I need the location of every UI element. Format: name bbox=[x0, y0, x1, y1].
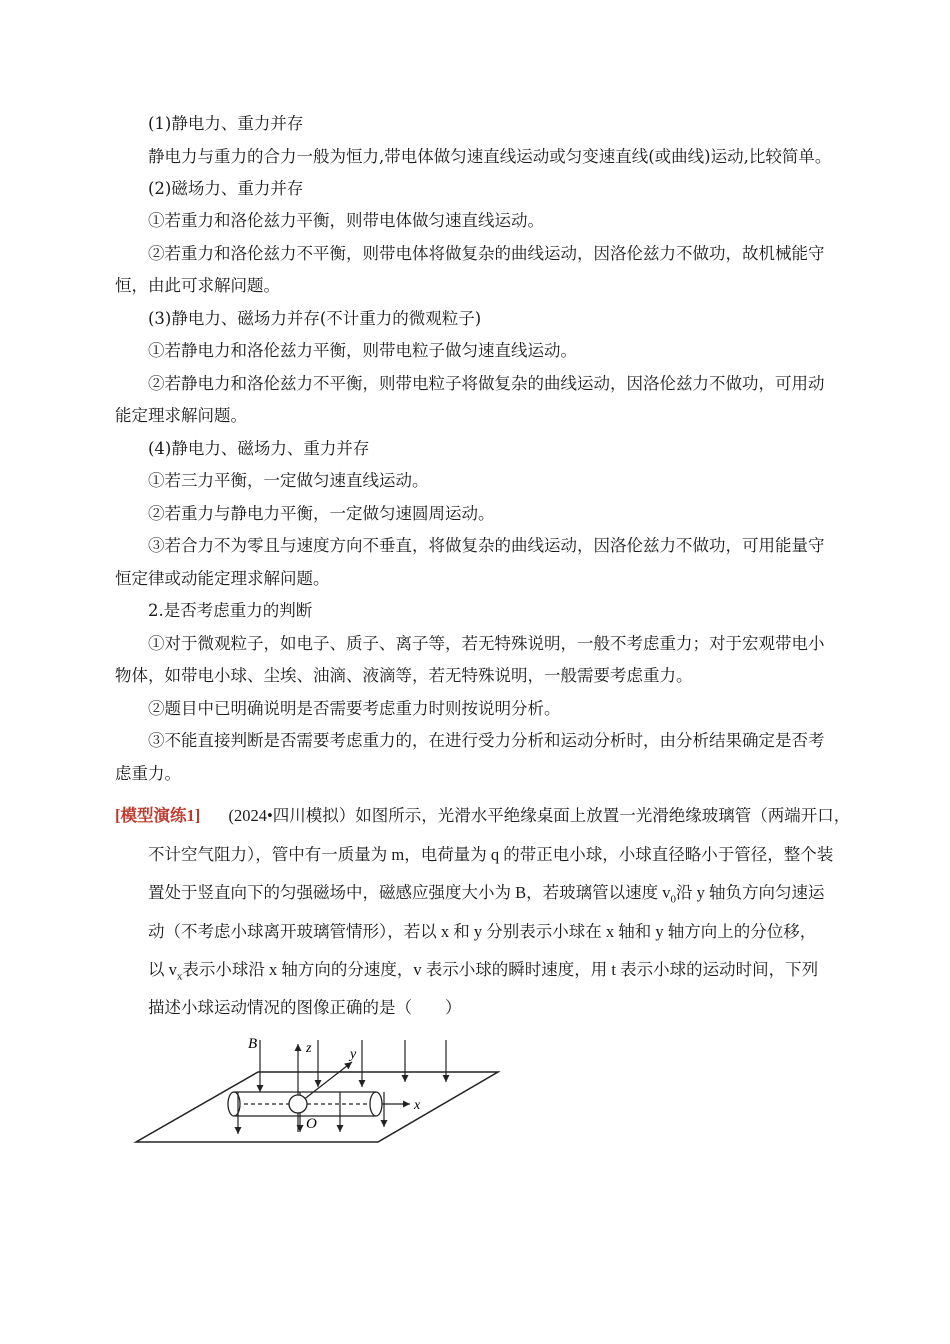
exercise-text-3-end: 沿 y 轴负方向匀速运 bbox=[676, 883, 825, 902]
section1-paragraph-2a: ①若重力和洛伦兹力平衡，则带电体做匀速直线运动。 bbox=[148, 211, 544, 230]
exercise-line-6: 描述小球运动情况的图像正确的是（ ） bbox=[148, 998, 462, 1017]
section1-paragraph-3b-line2: 能定理求解问题。 bbox=[115, 406, 247, 425]
exercise-text-3: 置处于竖直向下的匀强磁场中，磁感应强度大小为 B，若玻璃管以速度 v bbox=[148, 883, 671, 902]
label-B: B bbox=[248, 1036, 258, 1052]
exercise-sub-vx: x bbox=[176, 970, 183, 983]
section1-paragraph-4c-line2: 恒定律或动能定理求解问题。 bbox=[115, 569, 330, 588]
exercise-sub-v0: 0 bbox=[670, 893, 677, 906]
section1-paragraph-4b: ②若重力与静电力平衡，一定做匀速圆周运动。 bbox=[148, 504, 495, 523]
section2-paragraph-1-line1: ①对于微观粒子，如电子、质子、离子等，若无特殊说明，一般不考虑重力；对于宏观带电小 bbox=[148, 634, 825, 653]
exercise-tag: [模型演练1] bbox=[115, 806, 201, 825]
section1-heading-1: (1)静电力、重力并存 bbox=[148, 114, 304, 133]
label-O: O bbox=[306, 1116, 317, 1132]
exercise-line-3 bbox=[148, 882, 825, 910]
section1-paragraph-2b-line1: ②若重力和洛伦兹力不平衡，则带电体将做复杂的曲线运动，因洛伦兹力不做功，故机械能守 bbox=[148, 244, 825, 263]
section1-heading-2: (2)磁场力、重力并存 bbox=[148, 179, 304, 198]
exercise-line-4: 动（不考虑小球离开玻璃管情形），若以 x 和 y 分别表示小球在 x 轴和 y 轴方向上的分位移， bbox=[148, 922, 817, 941]
section1-paragraph-4c-line1: ③若合力不为零且与速度方向不垂直，将做复杂的曲线运动，因洛伦兹力不做功，可用能量守 bbox=[148, 536, 825, 555]
section2-paragraph-3-line2: 虑重力。 bbox=[115, 764, 181, 783]
section1-paragraph-4a: ①若三力平衡，一定做匀速直线运动。 bbox=[148, 471, 429, 490]
section2-heading: 2.是否考虑重力的判断 bbox=[148, 601, 313, 620]
charged-ball bbox=[289, 1095, 307, 1113]
label-y: y bbox=[350, 1047, 357, 1062]
exercise-line-1 bbox=[115, 805, 850, 827]
magnetic-field-diagram bbox=[130, 1032, 510, 1147]
label-z: z bbox=[306, 1041, 312, 1056]
section2-paragraph-1-line2: 物体，如带电小球、尘埃、油滴、液滴等，若无特殊说明，一般需要考虑重力。 bbox=[115, 666, 693, 685]
exercise-text-5-end: 表示小球沿 x 轴方向的分速度，v 表示小球的瞬时速度，用 t 表示小球的运动时间，下列 bbox=[182, 960, 819, 979]
section2-paragraph-3-line1: ③不能直接判断是否需要考虑重力的，在进行受力分析和运动分析时，由分析结果确定是否考 bbox=[148, 731, 825, 750]
exercise-line-5 bbox=[148, 959, 818, 987]
label-x: x bbox=[414, 1098, 421, 1113]
section2-paragraph-2: ②题目中已明确说明是否需要考虑重力时则按说明分析。 bbox=[148, 699, 561, 718]
section1-paragraph-3a: ①若静电力和洛伦兹力平衡，则带电粒子做匀速直线运动。 bbox=[148, 341, 577, 360]
exercise-line-2: 不计空气阻力），管中有一质量为 m，电荷量为 q 的带正电小球，小球直径略小于管径，整个装 bbox=[148, 845, 834, 864]
section1-paragraph-3b-line1: ②若静电力和洛伦兹力不平衡，则带电粒子将做复杂的曲线运动，因洛伦兹力不做功，可用动 bbox=[148, 374, 825, 393]
section1-heading-4: (4)静电力、磁场力、重力并存 bbox=[148, 439, 370, 458]
exercise-text-1: (2024•四川模拟）如图所示，光滑水平绝缘桌面上放置一光滑绝缘玻璃管（两端开口， bbox=[228, 806, 851, 825]
section1-paragraph-1: 静电力与重力的合力一般为恒力,带电体做匀速直线运动或匀变速直线(或曲线)运动,比较简单。 bbox=[148, 147, 832, 166]
exercise-text-5: 以 v bbox=[148, 960, 177, 979]
section1-heading-3: (3)静电力、磁场力并存(不计重力的微观粒子) bbox=[148, 309, 482, 328]
table-plane bbox=[136, 1072, 498, 1142]
section1-paragraph-2b-line2: 恒，由此可求解问题。 bbox=[115, 276, 280, 295]
